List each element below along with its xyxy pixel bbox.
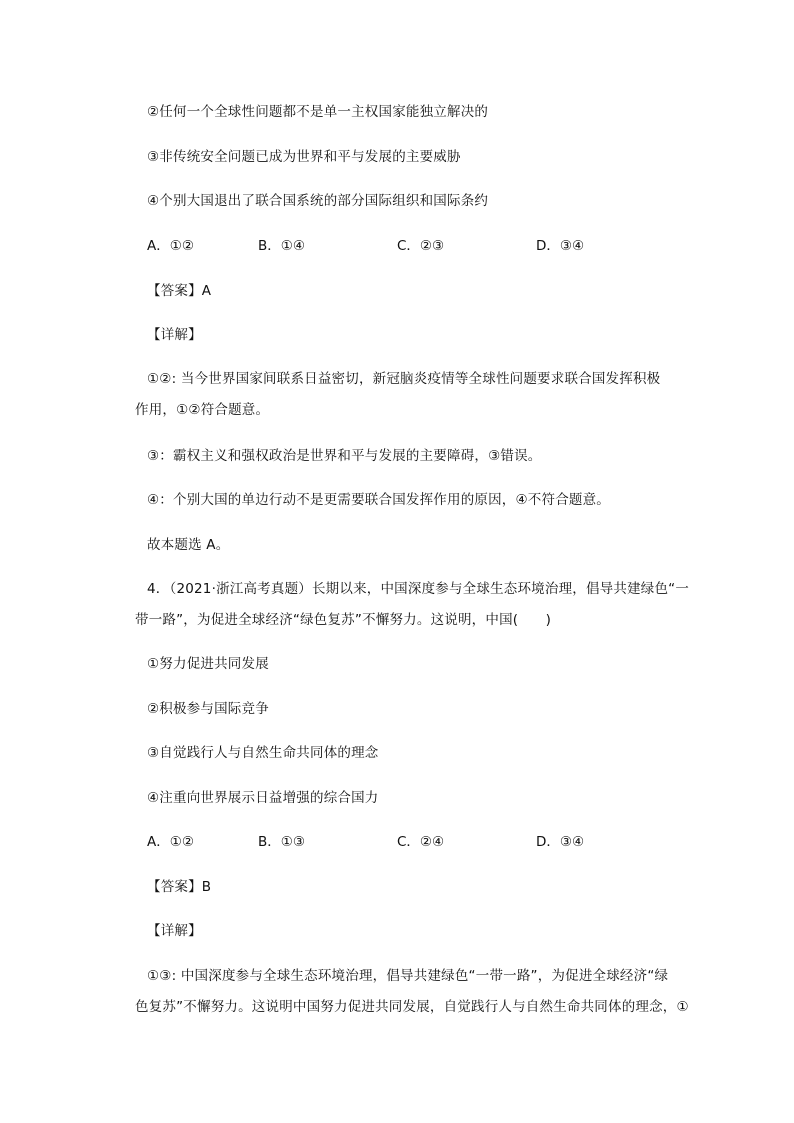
q4-choice-a: A．①② [147, 834, 194, 850]
q4-explanation-line-2: 色复苏”不懈努力。这说明中国努力促进共同发展，自觉践行人与自然生命共同体的理念，① [135, 999, 689, 1015]
q4-option-3: ③自觉践行人与自然生命共同体的理念 [147, 745, 379, 761]
q4-answer: 【答案】B [147, 879, 212, 895]
q3-explanation-line-5: 故本题选 A。 [147, 537, 230, 553]
q3-explanation-line-3: ③：霸权主义和强权政治是世界和平与发展的主要障碍，③错误。 [147, 448, 542, 464]
q3-explanation-line-4: ④：个别大国的单边行动不是更需要联合国发挥作用的原因，④不符合题意。 [147, 492, 611, 508]
q4-detail-label: 【详解】 [147, 923, 202, 939]
q3-option-3: ③非传统安全问题已成为世界和平与发展的主要威胁 [147, 149, 461, 165]
q3-detail-label: 【详解】 [147, 327, 202, 343]
q4-choice-c: C．②④ [397, 834, 445, 850]
q3-choice-a: A．①② [147, 238, 194, 254]
q3-explanation-line-1: ①②: 当今世界国家间联系日益密切，新冠脑炎疫情等全球性问题要求联合国发挥积极 [147, 371, 661, 387]
q3-choice-c: C．②③ [397, 238, 445, 254]
q4-option-2: ②积极参与国际竞争 [147, 701, 269, 717]
q3-choice-b: B．①④ [258, 238, 305, 254]
q4-stem-line-1: 4．（2021·浙江高考真题）长期以来，中国深度参与全球生态环境治理，倡导共建绿色“一 [147, 581, 690, 597]
q4-option-1: ①努力促进共同发展 [147, 656, 269, 672]
q3-choice-d: D．③④ [536, 238, 585, 254]
q4-choice-b: B．①③ [258, 834, 305, 850]
q3-option-2: ②任何一个全球性问题都不是单一主权国家能独立解决的 [147, 104, 489, 120]
q3-option-4: ④个别大国退出了联合国系统的部分国际组织和国际条约 [147, 193, 489, 209]
q4-explanation-line-1: ①③: 中国深度参与全球生态环境治理，倡导共建绿色“一带一路”，为促进全球经济“绿 [147, 968, 669, 984]
q4-choice-d: D．③④ [536, 834, 585, 850]
q3-answer: 【答案】A [147, 283, 212, 299]
q4-option-4: ④注重向世界展示日益增强的综合国力 [147, 790, 379, 806]
q4-stem-line-2: 带一路”，为促进全球经济“绿色复苏”不懈努力。这说明，中国( ) [135, 612, 552, 628]
q3-explanation-line-2: 作用，①②符合题意。 [135, 402, 270, 418]
